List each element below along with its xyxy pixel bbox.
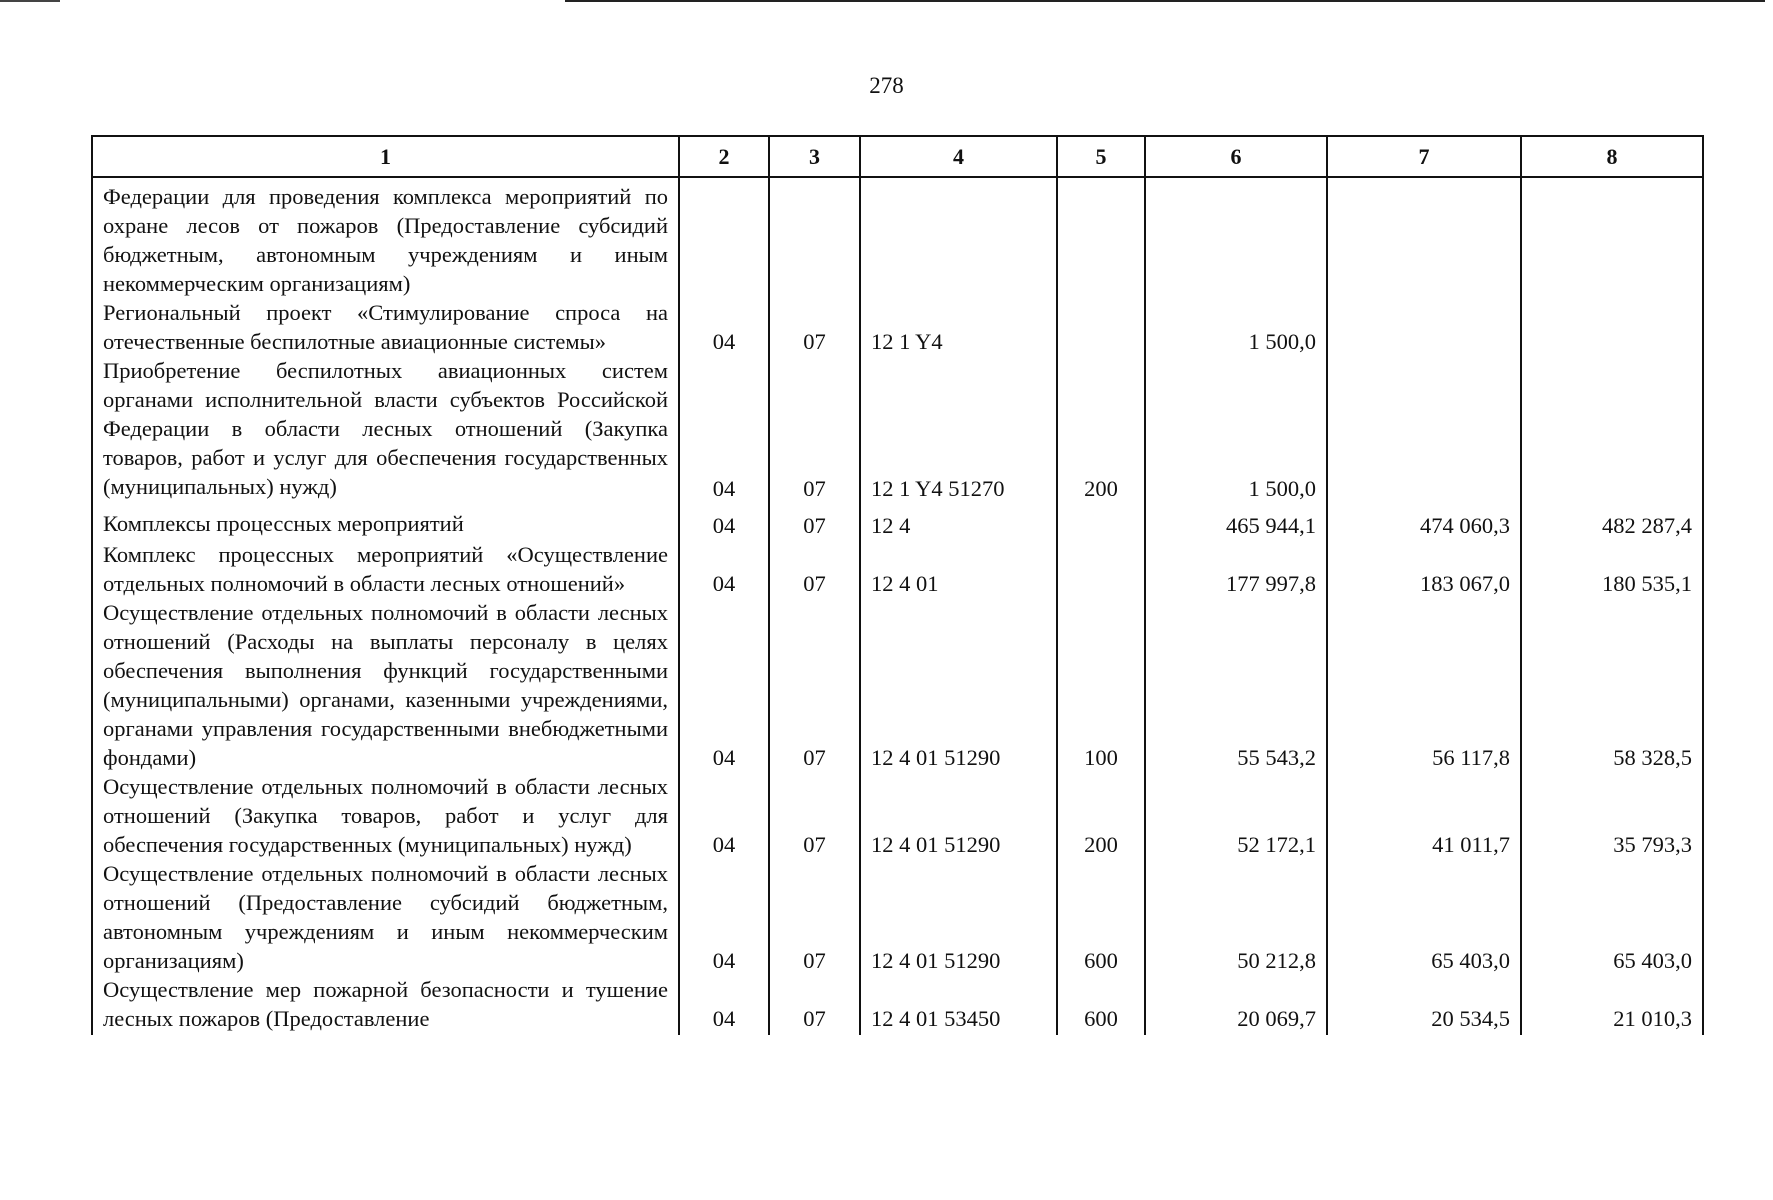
cell-amount-8: 58 328,5 [1521,598,1703,772]
cell-section: 04 [679,503,769,540]
cell-subsection: 07 [769,540,860,598]
cell-expense-type [1057,540,1145,598]
cell-amount-7: 20 534,5 [1327,975,1521,1035]
cell-subsection: 07 [769,298,860,356]
cell-section: 04 [679,356,769,503]
table-row [92,503,1703,540]
table-row [92,540,1703,598]
cell-section: 04 [679,540,769,598]
cell-amount-6: 55 543,2 [1145,598,1327,772]
cell-amount-6: 50 212,8 [1145,859,1327,975]
cell-section [679,177,769,298]
cell-expense-type: 600 [1057,975,1145,1035]
cell-expense-type: 100 [1057,598,1145,772]
cell-expense-type: 200 [1057,356,1145,503]
cell-amount-7: 65 403,0 [1327,859,1521,975]
cell-amount-8 [1521,356,1703,503]
cell-expense-type: 600 [1057,859,1145,975]
cell-target-code: 12 4 01 51290 [860,598,1057,772]
cell-amount-8: 35 793,3 [1521,772,1703,859]
row-description: Осуществление мер пожарной безопасности и тушение лесных пожаров (Предоставление [92,975,679,1035]
row-description: Осуществление отдельных полномочий в области лесных отношений (Расходы на выплаты персоналу в целях обеспечения выполнения функций государственными (муниципальными) органами, казенными учреждениями, органами управления государственными внебюджетными фондами) [92,598,679,772]
row-description: Федерации для проведения комплекса мероприятий по охране лесов от пожаров (Предоставление субсидий бюджетным, автономным учреждениям и иным некоммерческим организациям) [92,177,679,298]
row-description: Комплекс процессных мероприятий «Осуществление отдельных полномочий в области лесных отношений» [92,540,679,598]
row-description: Осуществление отдельных полномочий в области лесных отношений (Предоставление субсидий бюджетным, автономным учреждениям и иным некоммерческим организациям) [92,859,679,975]
cell-subsection: 07 [769,859,860,975]
header-col-5: 5 [1057,136,1145,177]
header-col-8: 8 [1521,136,1703,177]
cell-amount-6: 1 500,0 [1145,298,1327,356]
cell-amount-8: 21 010,3 [1521,975,1703,1035]
cell-section: 04 [679,772,769,859]
cell-expense-type: 200 [1057,772,1145,859]
cell-target-code: 12 1 Y4 [860,298,1057,356]
cell-target-code: 12 1 Y4 51270 [860,356,1057,503]
cell-amount-8 [1521,177,1703,298]
cell-target-code: 12 4 01 [860,540,1057,598]
table-row [92,859,1703,975]
row-description: Приобретение беспилотных авиационных систем органами исполнительной власти субъектов Российской Федерации в области лесных отношений (Закупка товаров, работ и услуг для обеспечения государственных (муниципальных) нужд) [92,356,679,503]
scan-top-edge-line [565,0,1765,2]
cell-section: 04 [679,598,769,772]
cell-amount-8: 65 403,0 [1521,859,1703,975]
cell-expense-type [1057,298,1145,356]
budget-table [91,135,1704,1035]
cell-amount-6: 52 172,1 [1145,772,1327,859]
cell-target-code: 12 4 [860,503,1057,540]
cell-amount-7 [1327,356,1521,503]
cell-amount-6: 465 944,1 [1145,503,1327,540]
cell-subsection: 07 [769,772,860,859]
cell-amount-8: 180 535,1 [1521,540,1703,598]
header-col-4: 4 [860,136,1057,177]
row-description: Комплексы процессных мероприятий [92,503,679,540]
cell-section: 04 [679,975,769,1035]
header-col-3: 3 [769,136,860,177]
table-row [92,298,1703,356]
header-col-7: 7 [1327,136,1521,177]
header-row [92,136,1703,177]
cell-amount-7: 56 117,8 [1327,598,1521,772]
cell-amount-6: 1 500,0 [1145,356,1327,503]
cell-subsection: 07 [769,598,860,772]
cell-subsection [769,177,860,298]
table-row [92,177,1703,298]
cell-subsection: 07 [769,503,860,540]
cell-amount-7 [1327,298,1521,356]
cell-target-code: 12 4 01 51290 [860,772,1057,859]
header-col-2: 2 [679,136,769,177]
cell-expense-type [1057,503,1145,540]
row-description: Региональный проект «Стимулирование спроса на отечественные беспилотные авиационные системы» [92,298,679,356]
cell-amount-8: 482 287,4 [1521,503,1703,540]
table-row [92,975,1703,1035]
cell-section: 04 [679,859,769,975]
cell-subsection: 07 [769,356,860,503]
cell-amount-7: 41 011,7 [1327,772,1521,859]
table-row [92,598,1703,772]
cell-target-code [860,177,1057,298]
page-number: 278 [869,73,904,98]
table-row [92,772,1703,859]
cell-amount-6: 20 069,7 [1145,975,1327,1035]
cell-amount-7: 474 060,3 [1327,503,1521,540]
cell-amount-6: 177 997,8 [1145,540,1327,598]
cell-amount-8 [1521,298,1703,356]
cell-expense-type [1057,177,1145,298]
row-description: Осуществление отдельных полномочий в области лесных отношений (Закупка товаров, работ и услуг для обеспечения государственных (муниципальных) нужд) [92,772,679,859]
table-row [92,356,1703,503]
cell-target-code: 12 4 01 51290 [860,859,1057,975]
cell-amount-7 [1327,177,1521,298]
scan-top-edge-left [0,0,60,2]
header-col-6: 6 [1145,136,1327,177]
cell-amount-7: 183 067,0 [1327,540,1521,598]
cell-amount-6 [1145,177,1327,298]
cell-target-code: 12 4 01 53450 [860,975,1057,1035]
cell-section: 04 [679,298,769,356]
header-col-1: 1 [92,136,679,177]
cell-subsection: 07 [769,975,860,1035]
